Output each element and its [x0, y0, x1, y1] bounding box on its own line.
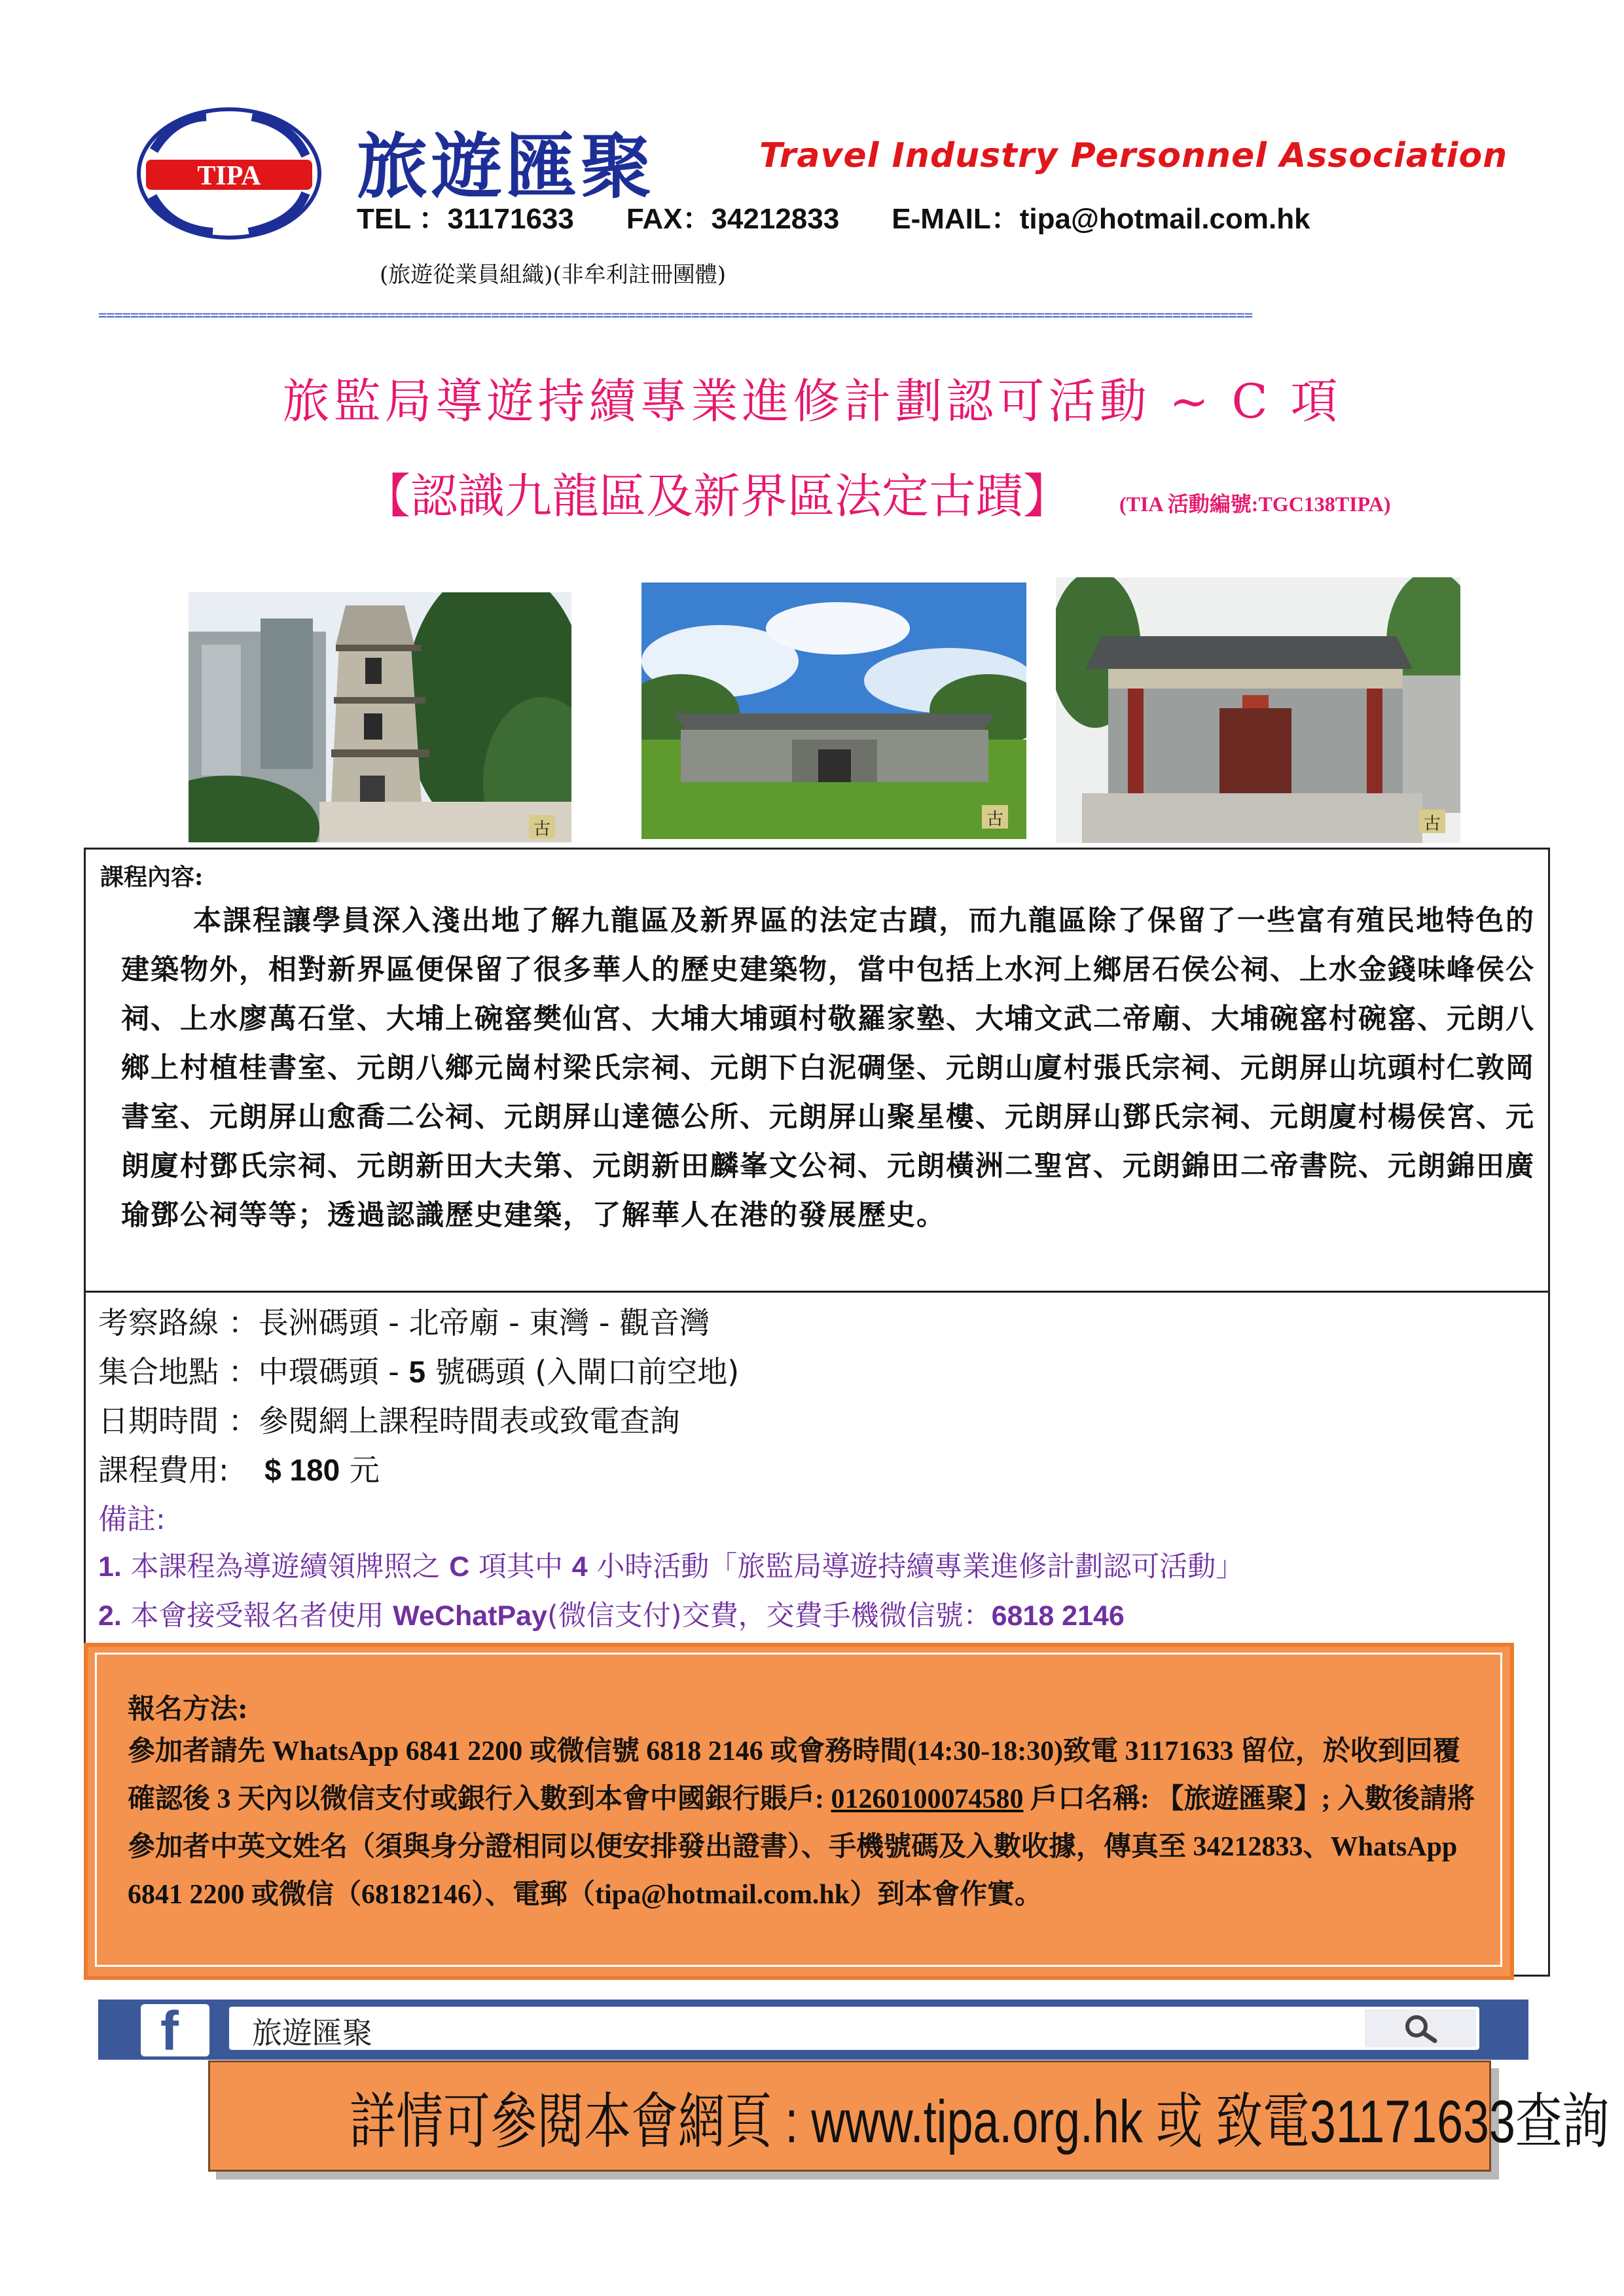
date-time-label: 日期時間 ：	[98, 1403, 259, 1439]
pier-number: 5	[408, 1355, 426, 1389]
tipa-logo	[134, 105, 324, 242]
fax: FAX：34212833	[626, 203, 840, 235]
remark-item-2	[98, 1594, 1125, 1634]
meeting-point-label: 集合地點 ：	[98, 1354, 259, 1390]
logo-text: TIPA	[197, 161, 261, 191]
remark-text: 本會接受報名者使用	[121, 1600, 393, 1632]
remarks-heading: 備註:	[98, 1503, 166, 1536]
route-value: 長洲碼頭 - 北帝廟 - 東灣 - 觀音灣	[258, 1305, 710, 1340]
course-title: 【認識九龍區及新界區法定古蹟】	[363, 469, 1071, 524]
remark-wechat-number: 6818 2146	[991, 1600, 1125, 1632]
header-divider: ================================================================================================================================================	[98, 308, 1253, 324]
brand-chinese-name: 旅遊匯聚	[357, 126, 656, 208]
registration-body	[128, 1728, 1476, 1919]
remark-text: (微信支付)交費，交費手機微信號：	[547, 1600, 992, 1632]
remark-hours: 4	[571, 1551, 588, 1583]
facebook-search-text: 旅遊匯聚	[252, 2015, 372, 2051]
course-fee-unit: 元	[340, 1452, 380, 1488]
remark-item-1	[98, 1545, 1244, 1585]
date-time-row	[98, 1397, 680, 1441]
heritage-mark: 古	[533, 819, 551, 839]
route-row	[98, 1299, 710, 1342]
facebook-search-input[interactable]	[229, 2007, 1479, 2050]
telephone: TEL ：31171633	[357, 203, 574, 235]
course-content-heading: 課程內容:	[100, 863, 204, 891]
search-icon	[1401, 2013, 1440, 2045]
photo-temple	[1056, 577, 1460, 843]
bank-account-number: 01260100074580	[831, 1784, 1024, 1814]
brand-english-name: Travel Industry Personnel Association	[759, 136, 1508, 175]
activity-code: (TIA 活動編號:TGC138TIPA)	[1119, 492, 1391, 516]
email: E-MAIL：tipa@hotmail.com.hk	[892, 203, 1310, 235]
remark-category: C	[449, 1551, 470, 1583]
registration-text: 戶口名稱: 【旅遊匯聚】; 入數後請將參加者中英文姓名（須與身分證相同以便安排發出證書）、手機號碼及入數收據，傳真至 34212833、WhatsApp 6841 2200 或微信（68182146）、電郵（tipa@hotmail.com.hk）到本會作實。	[128, 1784, 1475, 1910]
date-time-value: 參閱網上課程時間表或致電查詢	[258, 1403, 680, 1439]
meeting-point-value: 中環碼頭 -	[258, 1354, 409, 1390]
organization-type: (旅遊從業員組織)(非牟利註冊團體)	[380, 262, 727, 288]
main-title: 旅監局導遊持續專業進修計劃認可活動 ~ C 項	[282, 374, 1342, 429]
remark-text: 項其中	[469, 1551, 572, 1583]
facebook-icon-letter: f	[160, 2000, 179, 2062]
registration-heading: 報名方法:	[128, 1693, 248, 1725]
route-label: 考察路線 ：	[98, 1305, 259, 1340]
remark-text: 小時活動「旅監局導遊持續專業進修計劃認可活動」	[587, 1551, 1244, 1583]
contact-line	[357, 195, 1310, 237]
meeting-point-detail: 號碼頭 (入閘口前空地)	[425, 1354, 740, 1390]
footer-website-text: 詳情可參閱本會網頁 : www.tipa.org.hk 或 致電31171633查詢	[349, 2089, 1610, 2155]
course-fee-label: 課程費用:	[98, 1452, 239, 1488]
heritage-mark: 古	[986, 810, 1004, 829]
remark-number: 2.	[98, 1600, 122, 1632]
meeting-point-row	[98, 1348, 739, 1391]
photo-ancestral-hall	[641, 583, 1026, 839]
course-content-body: 本課程讓學員深入淺出地了解九龍區及新界區的法定古蹟，而九龍區除了保留了一些富有殖民地特色的建築物外，相對新界區便保留了很多華人的歷史建築物，當中包括上水河上鄉居石侯公祠、上水金錢味峰侯公祠、上水廖萬石堂、大埔上碗窰樊仙宮、大埔大埔頭村敬羅家塾、大埔文武二帝廟、大埔碗窰村碗窰、元朗八鄉上村植桂書室、元朗八鄉元崗村梁氏宗祠、元朗下白泥碉堡、元朗山廈村張氏宗祠、元朗屏山坑頭村仁敦岡書室、元朗屏山愈喬二公祠、元朗屏山達德公所、元朗屏山聚星樓、元朗屏山鄧氏宗祠、元朗廈村楊侯宮、元朗廈村鄧氏宗祠、元朗新田大夫第、元朗新田麟峯文公祠、元朗橫洲二聖宮、元朗錦田二帝書院、元朗錦田廣瑜鄧公祠等等；透過認識歷史建築，了解華人在港的發展歷史。	[121, 905, 1535, 1232]
remark-text: 本課程為導遊續領牌照之	[121, 1551, 450, 1583]
heritage-mark: 古	[1423, 814, 1441, 834]
course-fee-row	[98, 1446, 380, 1490]
remark-payment-method: WeChatPay	[393, 1600, 548, 1632]
registration-text: 參加者請先 WhatsApp 6841 2200 或微信號 6818 2146 或會務時間(14:30-18:30)致電 31171633 留位，於收到回覆確認後 3 天內以微信支付或銀行入數到本會中國銀行賬戶:	[128, 1736, 1460, 1814]
remark-number: 1.	[98, 1551, 122, 1583]
course-fee-amount: $ 180	[264, 1453, 340, 1487]
photo-pagoda	[189, 592, 571, 842]
